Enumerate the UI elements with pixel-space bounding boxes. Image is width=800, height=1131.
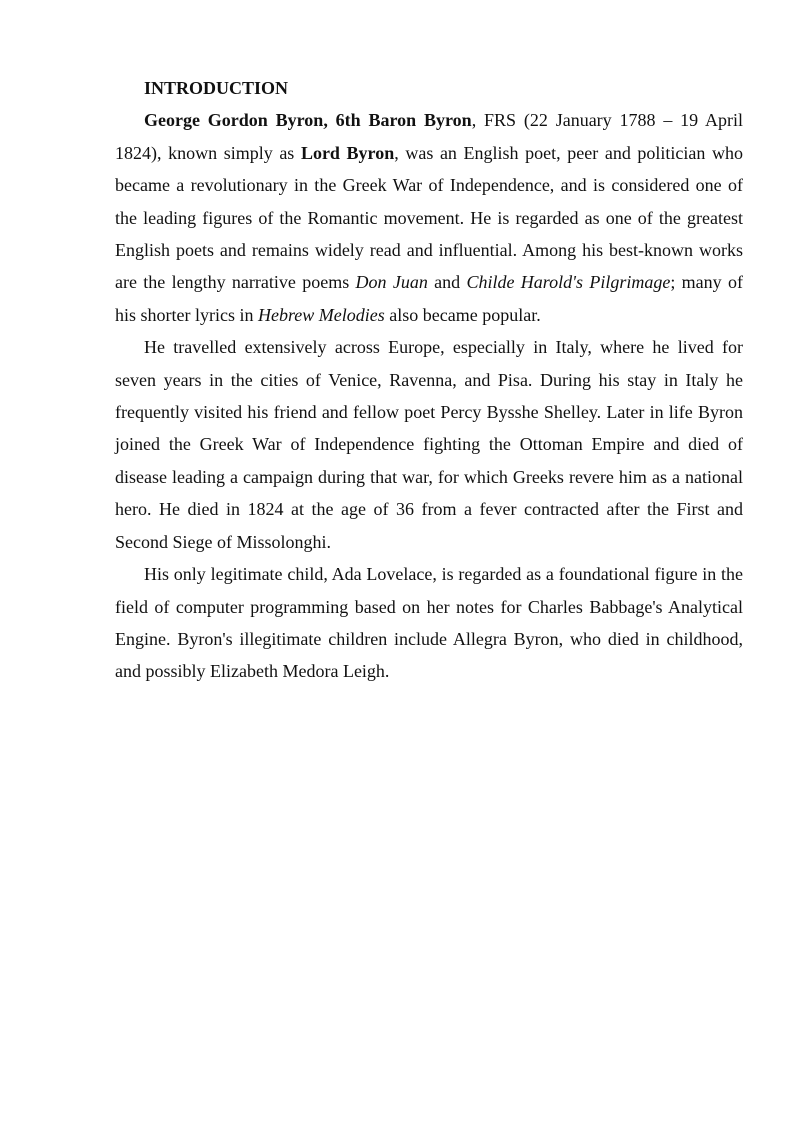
bold-name: Lord Byron	[300, 142, 395, 163]
bold-name: George Gordon Byron, 6th Baron Byron	[144, 110, 472, 131]
section-heading: INTRODUCTION	[144, 78, 289, 98]
paragraph-1	[115, 104, 743, 331]
paragraph-3	[115, 558, 743, 688]
text-run: and	[427, 272, 467, 293]
text-run: , was an English poet, peer and politician who became a revolutionary in the Greek War of Independence, and is considered one of the leading figures of the Romantic movement. He is regarded as one of the greatest English poets and remains widely read and influential. Among his best-known works are the lengthy narrative poems	[115, 142, 744, 293]
text-run: also became popular.	[384, 304, 541, 325]
italic-title: Don Juan	[355, 272, 428, 293]
text-run: His only legitimate child, Ada Lovelace, is regarded as a foundational figure in the field of computer programming based on her notes for Charles Babbage's Analytical Engine. Byron's illegitimate children include Allegra Byron, who died in childhood, and possibly Elizabeth Medora Leigh.	[115, 564, 743, 682]
italic-title: Childe Harold's Pilgrimage	[466, 272, 671, 293]
italic-title: Hebrew Melodies	[257, 304, 385, 325]
paragraph-2	[115, 331, 743, 558]
text-run: He travelled extensively across Europe, especially in Italy, where he lived for seven years in the cities of Venice, Ravenna, and Pisa. During his stay in Italy he frequently visited his friend and fellow poet Percy Bysshe Shelley. Later in life Byron joined the Greek War of Independence fighting the Ottoman Empire and died of disease leading a campaign during that war, for which Greeks revere him as a national hero. He died in 1824 at the age of 36 from a fever contracted after the First and Second Siege of Missolonghi.	[115, 337, 743, 552]
text-run: ; many of his shorter lyrics in	[115, 272, 743, 325]
document-page	[115, 72, 743, 688]
text-run: , FRS (22 January 1788 – 19 April 1824), known simply as	[115, 110, 743, 163]
